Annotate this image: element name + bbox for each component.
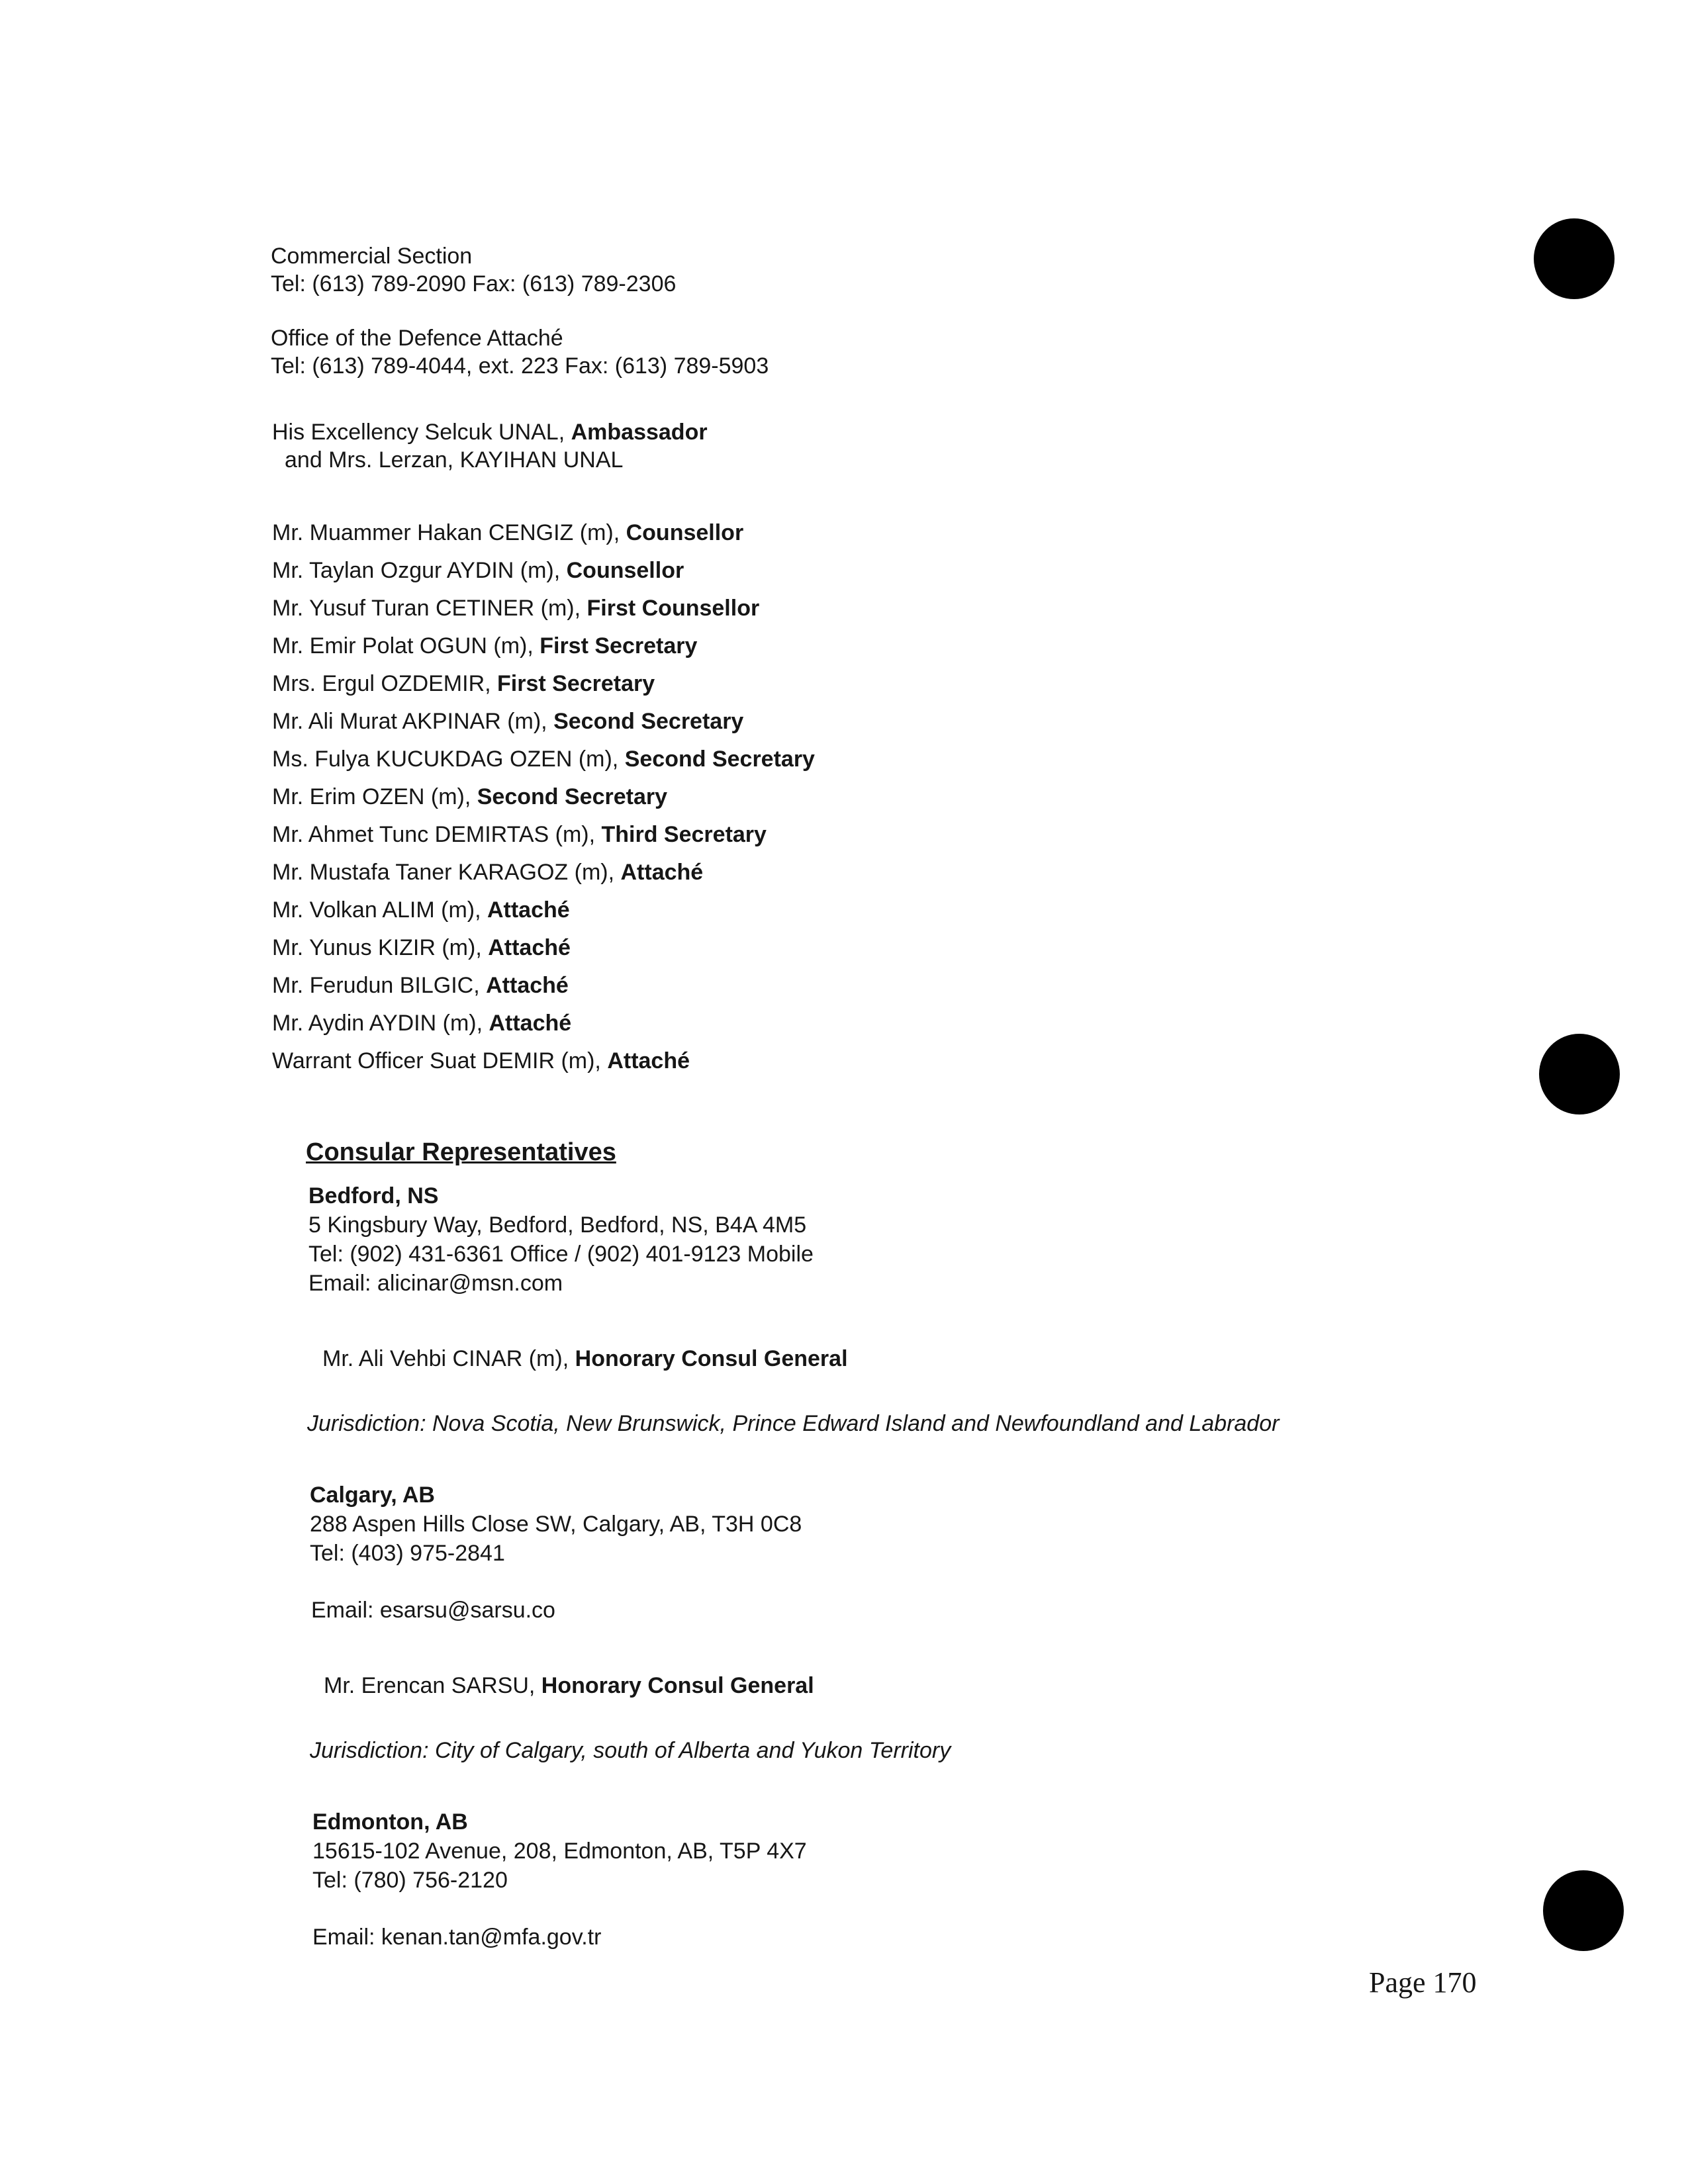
calgary-address: 288 Aspen Hills Close SW, Calgary, AB, T3H 0C8 xyxy=(310,1512,802,1537)
staff-entry xyxy=(272,783,667,811)
staff-title: First Secretary xyxy=(497,671,655,696)
calgary-rep-title: Honorary Consul General xyxy=(541,1673,814,1698)
defence-office-title: Office of the Defence Attaché xyxy=(271,326,563,351)
staff-title: Attaché xyxy=(487,897,570,923)
staff-name: Mr. Ali Murat AKPINAR (m), xyxy=(272,709,554,734)
bedford-rep-name: Mr. Ali Vehbi CINAR (m), xyxy=(322,1346,575,1371)
staff-name: Ms. Fulya KUCUKDAG OZEN (m), xyxy=(272,747,625,772)
bedford-representative xyxy=(322,1345,848,1373)
punch-hole-top xyxy=(1534,218,1615,299)
staff-name: Mr. Erim OZEN (m), xyxy=(272,784,477,809)
staff-entry xyxy=(272,557,684,584)
staff-entry xyxy=(272,858,703,886)
bedford-address: 5 Kingsbury Way, Bedford, Bedford, NS, B4A 4M5 xyxy=(308,1212,807,1238)
staff-entry xyxy=(272,1009,571,1037)
bedford-jurisdiction: Jurisdiction: Nova Scotia, New Brunswick, Prince Edward Island and Newfoundland and Labrador xyxy=(307,1411,1280,1436)
bedford-email: Email: alicinar@msn.com xyxy=(308,1271,563,1296)
ambassador-name: His Excellency Selcuk UNAL, xyxy=(272,420,571,445)
bedford-rep-title: Honorary Consul General xyxy=(575,1346,848,1371)
staff-title: Attaché xyxy=(620,860,704,885)
staff-title: Second Secretary xyxy=(477,784,668,809)
defence-office-phone: Tel: (613) 789-4044, ext. 223 Fax: (613) 789-5903 xyxy=(271,353,769,379)
staff-name: Mrs. Ergul OZDEMIR, xyxy=(272,671,498,696)
staff-title: First Counsellor xyxy=(586,596,760,621)
staff-entry xyxy=(272,594,759,622)
ambassador-spouse: and Mrs. Lerzan, KAYIHAN UNAL xyxy=(285,447,624,473)
staff-entry xyxy=(272,896,570,924)
consular-heading: Consular Representatives xyxy=(306,1138,616,1166)
bedford-city: Bedford, NS xyxy=(308,1183,439,1208)
edmonton-email: Email: kenan.tan@mfa.gov.tr xyxy=(312,1925,602,1950)
staff-entry xyxy=(272,821,767,848)
staff-name: Mr. Yunus KIZIR (m), xyxy=(272,935,489,960)
staff-title: Attaché xyxy=(486,973,569,998)
staff-title: Second Secretary xyxy=(624,747,815,772)
staff-title: Attaché xyxy=(489,1011,572,1036)
bedford-phone: Tel: (902) 431-6361 Office / (902) 401-9123 Mobile xyxy=(308,1242,814,1267)
calgary-email: Email: esarsu@sarsu.co xyxy=(311,1598,555,1623)
calgary-representative xyxy=(324,1672,814,1700)
staff-title: Second Secretary xyxy=(553,709,744,734)
staff-entry xyxy=(272,670,655,698)
staff-name: Mr. Ferudun BILGIC, xyxy=(272,973,487,998)
staff-entry xyxy=(272,934,571,962)
staff-title: First Secretary xyxy=(539,633,698,659)
staff-entry xyxy=(272,745,815,773)
staff-title: Attaché xyxy=(607,1048,690,1073)
staff-title: Counsellor xyxy=(626,520,744,545)
edmonton-city: Edmonton, AB xyxy=(312,1809,468,1835)
staff-title: Counsellor xyxy=(566,558,684,583)
commercial-section-title: Commercial Section xyxy=(271,244,473,269)
commercial-section-phone: Tel: (613) 789-2090 Fax: (613) 789-2306 xyxy=(271,271,677,296)
staff-name: Mr. Mustafa Taner KARAGOZ (m), xyxy=(272,860,621,885)
ambassador-entry xyxy=(272,418,708,446)
edmonton-phone: Tel: (780) 756-2120 xyxy=(312,1868,508,1893)
calgary-rep-name: Mr. Erencan SARSU, xyxy=(324,1673,541,1698)
staff-name: Mr. Emir Polat OGUN (m), xyxy=(272,633,540,659)
calgary-jurisdiction: Jurisdiction: City of Calgary, south of Alberta and Yukon Territory xyxy=(310,1738,951,1763)
staff-title: Third Secretary xyxy=(601,822,767,847)
calgary-city: Calgary, AB xyxy=(310,1482,435,1508)
staff-name: Mr. Volkan ALIM (m), xyxy=(272,897,487,923)
staff-title: Attaché xyxy=(488,935,571,960)
staff-name: Mr. Taylan Ozgur AYDIN (m), xyxy=(272,558,567,583)
staff-name: Mr. Muammer Hakan CENGIZ (m), xyxy=(272,520,626,545)
ambassador-title: Ambassador xyxy=(571,420,708,445)
staff-entry xyxy=(272,519,743,547)
page-number: Page 170 xyxy=(1369,1966,1477,1999)
staff-name: Mr. Yusuf Turan CETINER (m), xyxy=(272,596,587,621)
staff-name: Mr. Aydin AYDIN (m), xyxy=(272,1011,489,1036)
calgary-phone: Tel: (403) 975-2841 xyxy=(310,1541,505,1566)
staff-entry xyxy=(272,1047,690,1075)
staff-entry xyxy=(272,632,697,660)
staff-name: Warrant Officer Suat DEMIR (m), xyxy=(272,1048,608,1073)
punch-hole-bottom xyxy=(1543,1870,1624,1951)
staff-name: Mr. Ahmet Tunc DEMIRTAS (m), xyxy=(272,822,602,847)
edmonton-address: 15615-102 Avenue, 208, Edmonton, AB, T5P 4X7 xyxy=(312,1839,807,1864)
staff-entry xyxy=(272,707,743,735)
punch-hole-middle xyxy=(1539,1034,1620,1115)
staff-entry xyxy=(272,972,569,999)
